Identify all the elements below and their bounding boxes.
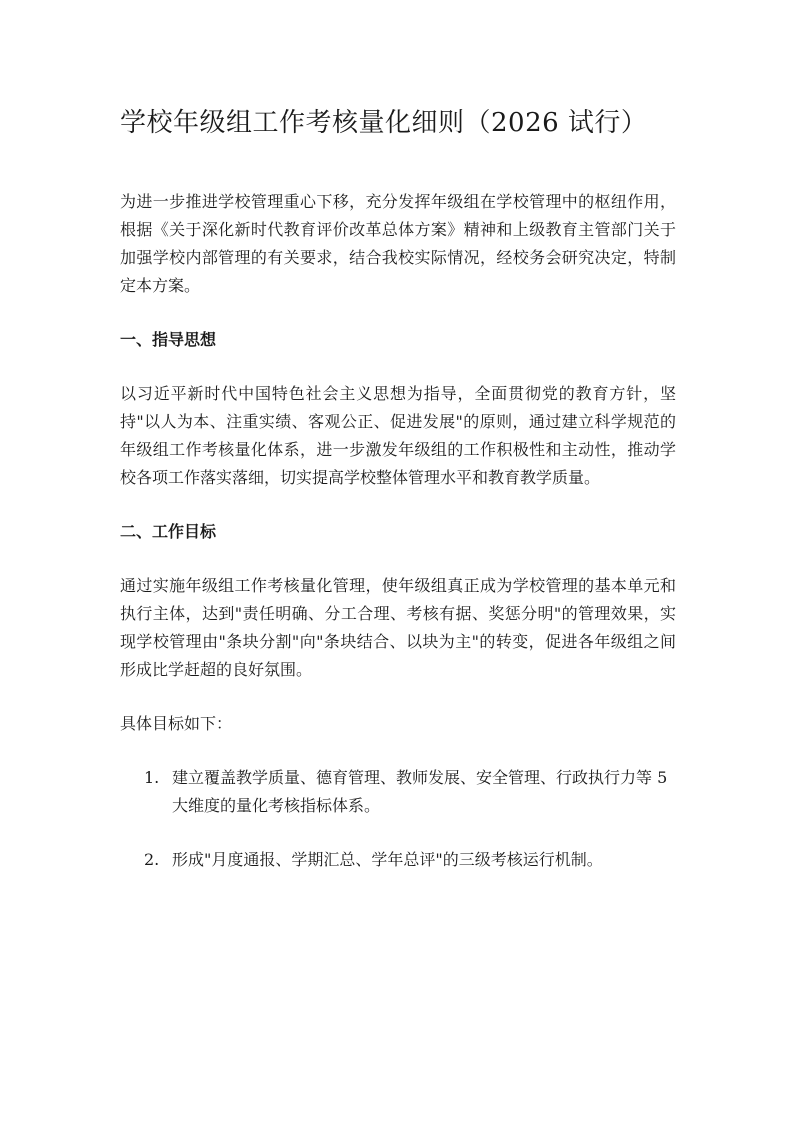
section-heading-work-goals: 二、工作目标 xyxy=(120,522,217,541)
list-item-number: 1. xyxy=(144,768,160,787)
document-title: 学校年级组工作考核量化细则（2026 试行） xyxy=(120,108,648,138)
section-heading-guiding-ideology: 一、指导思想 xyxy=(120,330,217,349)
guiding-ideology-paragraph: 以习近平新时代中国特色社会主义思想为指导，全面贯彻党的教育方针，坚持"以人为本、注重实绩、客观公正、促进发展"的原则，通过建立科学规范的年级组工作考核量化体系，进一步激发年级组的工作积极性和主动性，推动学校各项工作落实落细，切实提高学校整体管理水平和教育教学质量。 xyxy=(120,384,676,487)
list-item xyxy=(120,764,676,820)
goals-intro: 具体目标如下： xyxy=(120,714,233,733)
intro-paragraph: 为进一步推进学校管理重心下移，充分发挥年级组在学校管理中的枢纽作用，根据《关于深化新时代教育评价改革总体方案》精神和上级教育主管部门关于加强学校内部管理的有关要求，结合我校实际情况，经校务会研究决定，特制定本方案。 xyxy=(120,192,676,295)
work-goals-paragraph: 通过实施年级组工作考核量化管理，使年级组真正成为学校管理的基本单元和执行主体，达到"责任明确、分工合理、考核有据、奖惩分明"的管理效果，实现学校管理由"条块分割"向"条块结合、以块为主"的转变，促进各年级组之间形成比学赶超的良好氛围。 xyxy=(120,576,676,679)
list-item-text: 建立覆盖教学质量、德育管理、教师发展、安全管理、行政执行力等 5 大维度的量化考核指标体系。 xyxy=(172,768,668,815)
list-item-text: 形成"月度通报、学期汇总、学年总评"的三级考核运行机制。 xyxy=(172,850,603,869)
goal-list xyxy=(120,764,676,874)
document-page xyxy=(120,100,676,900)
list-item xyxy=(120,846,676,874)
list-item-number: 2. xyxy=(144,850,160,869)
